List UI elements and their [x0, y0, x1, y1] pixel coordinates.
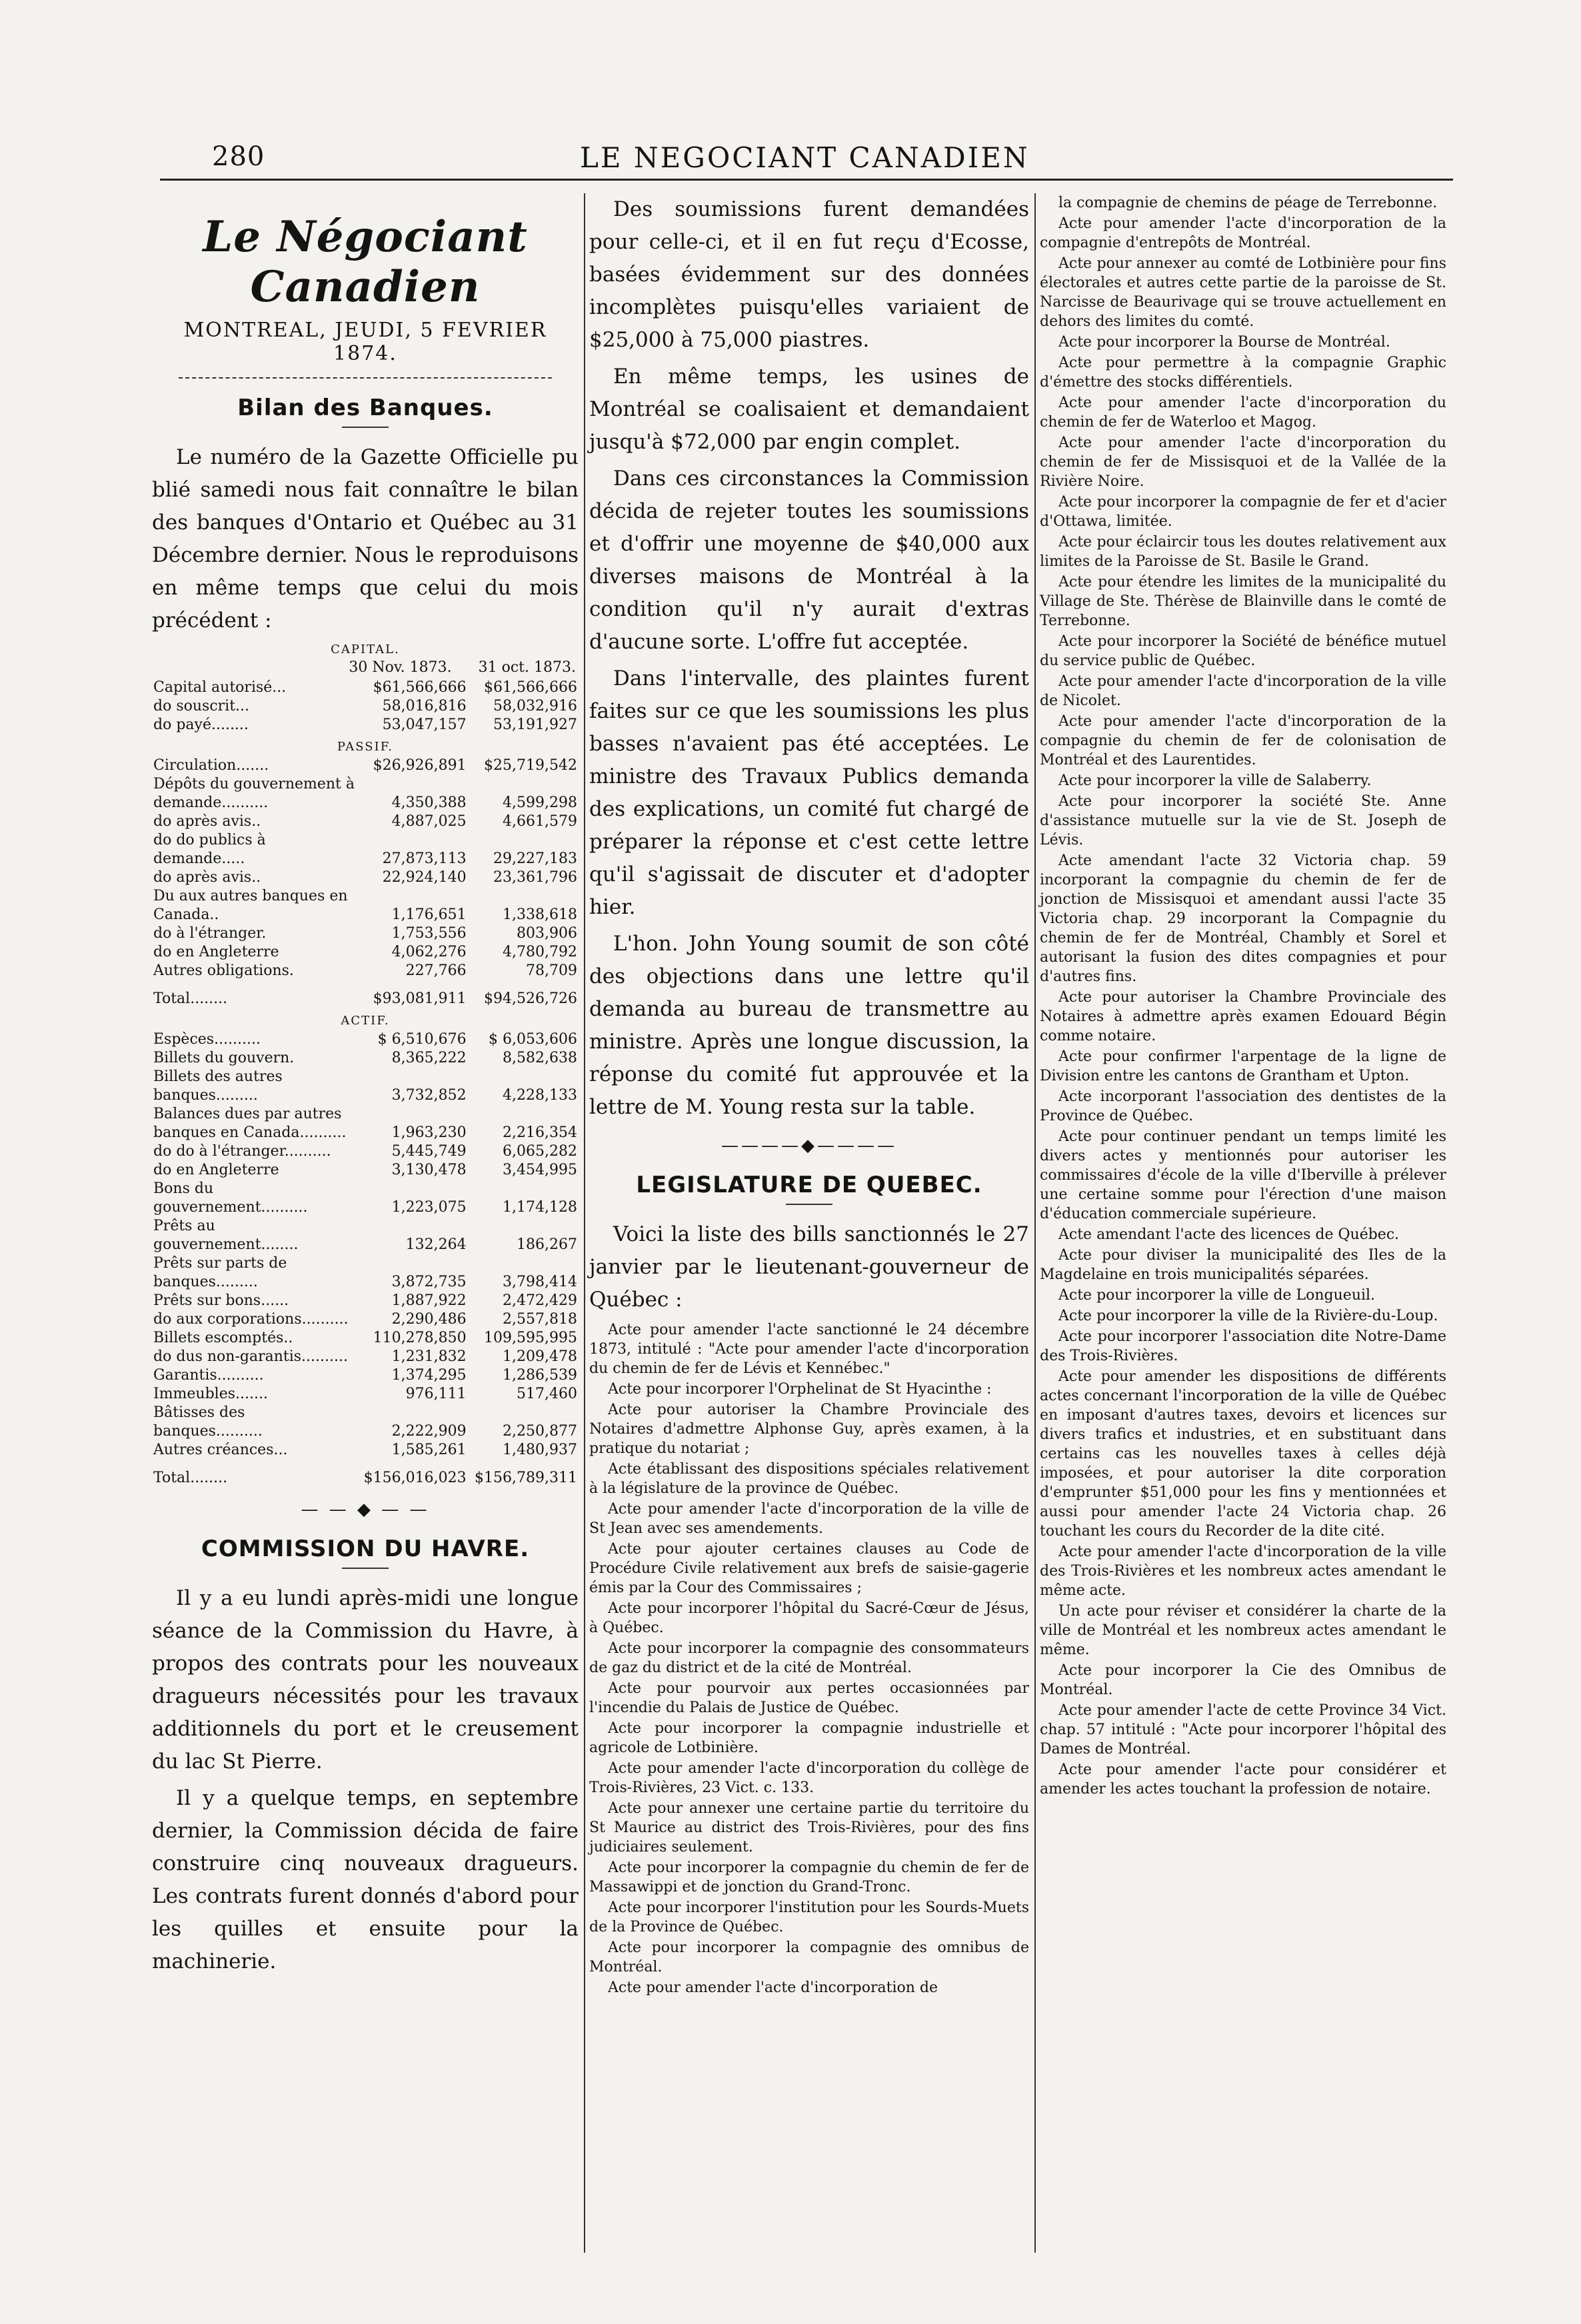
- bill-item: Acte pour amender les dispositions de différents actes concernant l'incorporation de la ville de Québec en imposant d'autres taxes, devoirs et licences sur divers trafics et industries, et en substituant dans certains cas les nouvelles taxes à celles déjà imposées, et pour autoriser la dite corporation d'emprunter $51,000 pour les fins y mentionnées et aussi pour amender l'acte 24 Victoria chap. 26 touchant les cours du Recorder de la dite cité.: [1040, 1368, 1446, 1540]
- row-value: 3,872,735: [391, 1274, 467, 1290]
- row-value: $ 6,053,606: [489, 1031, 577, 1048]
- bill-item: Un acte pour réviser et considérer la charte de la ville de Montréal et les nombreux actes amendant le même.: [1040, 1603, 1446, 1658]
- divider: [342, 427, 389, 428]
- total-row: [152, 1460, 579, 1488]
- bill-item: Acte pour autoriser la Chambre Provinciale des Notaires d'admettre Alphonse Guy, après examen, à la pratique du notariat ;: [589, 1402, 1029, 1457]
- table-row: [152, 1329, 579, 1348]
- bill-item: Acte pour incorporer la Société de bénéfice mutuel du service public de Québec.: [1040, 633, 1446, 669]
- row-value: $61,566,666: [373, 679, 467, 696]
- actif-table: [152, 1030, 579, 1488]
- table-row: [152, 775, 579, 812]
- row-value: 8,365,222: [391, 1050, 467, 1066]
- bill-item: Acte pour incorporer la ville de Longueuil.: [1058, 1287, 1376, 1304]
- capital-heading: CAPITAL.: [331, 642, 400, 656]
- divider: [342, 1568, 389, 1569]
- table-row: [152, 1310, 579, 1329]
- masthead-dateline: MONTREAL, JEUDI, 5 FEVRIER 1874.: [183, 319, 547, 365]
- table-row: [152, 1385, 579, 1404]
- row-value: 27,873,113: [382, 850, 467, 867]
- row-value: 2,216,354: [503, 1124, 577, 1141]
- bill-item: Acte pour amender l'acte d'incorporation de la compagnie du chemin de fer de colonisation de Montréal et des Laurentides.: [1040, 713, 1446, 768]
- page-number: 280: [212, 141, 265, 172]
- row-value: 2,290,486: [391, 1311, 467, 1328]
- row-label: do aux corporations..........: [153, 1311, 349, 1328]
- bill-item: Acte incorporant l'association des dentistes de la Province de Québec.: [1040, 1088, 1446, 1124]
- row-value: 1,176,651: [391, 906, 467, 923]
- column-rule-1: [584, 193, 585, 2253]
- row-label: do do à l'étranger..........: [153, 1143, 331, 1160]
- bill-item: Acte pour autoriser la Chambre Provinciale des Notaires à admettre après examen Edouard Bégin comme notaire.: [1040, 989, 1446, 1044]
- bill-item: Acte pour incorporer l'association dite Notre-Dame des Trois-Rivières.: [1040, 1328, 1446, 1364]
- table-row: [152, 1030, 579, 1049]
- row-label: Du aux autres banques en Canada..: [153, 888, 348, 923]
- table-row: [152, 1404, 579, 1441]
- bill-item: Acte pour incorporer la Bourse de Montréal.: [1058, 334, 1390, 351]
- row-value: 1,209,478: [503, 1348, 577, 1365]
- row-value: $61,566,666: [484, 679, 577, 696]
- actif-heading: ACTIF.: [341, 1014, 390, 1028]
- row-label: do en Angleterre: [153, 944, 279, 960]
- havre-paragraph: Il y a quelque temps, en septembre dernier, la Commission décida de faire construire cinq nouveaux dragueurs. Les contrats furent donnés d'abord pour les quilles et ensuite pour la machinerie.: [152, 1786, 579, 1973]
- table-row: [152, 924, 579, 943]
- bill-item: Acte pour incorporer l'hôpital du Sacré-Cœur de Jésus, à Québec.: [589, 1600, 1029, 1636]
- total-value: $94,526,726: [484, 990, 577, 1007]
- row-value: 1,174,128: [503, 1199, 577, 1216]
- bill-item: Acte pour amender l'acte d'incorporation de la ville de St Jean avec ses amendements.: [589, 1501, 1029, 1537]
- bill-item: Acte pour ajouter certaines clauses au Code de Procédure Civile relativement aux brefs de saisie-gagerie émis par la Cour des Commissaires ;: [589, 1541, 1029, 1596]
- bill-item: Acte pour permettre à la compagnie Graphic d'émettre des stocks différentiels.: [1040, 355, 1446, 391]
- ornament: ————◆————: [721, 1136, 897, 1156]
- row-value: 3,130,478: [391, 1162, 467, 1178]
- column-2: [589, 193, 1029, 1999]
- table-row: [152, 756, 579, 775]
- row-label: do payé........: [153, 716, 249, 733]
- table-row: [152, 1348, 579, 1366]
- table-row: [152, 1366, 579, 1385]
- havre-paragraph: L'hon. John Young soumit de son côté des objections dans une lettre qu'il demanda au bureau de transmettre au ministre. Après une longue discussion, la réponse du comité fut approuvée et la lettre de M. Young resta sur la table.: [589, 932, 1029, 1119]
- row-value: 4,887,025: [391, 813, 467, 830]
- row-value: 2,250,877: [503, 1423, 577, 1440]
- bill-item: Acte pour incorporer la ville de la Rivière-du-Loup.: [1058, 1308, 1438, 1324]
- row-value: 5,445,749: [391, 1143, 467, 1160]
- column-header-oct: 31 oct. 1873.: [478, 659, 576, 676]
- bill-item: Acte pour pourvoir aux pertes occasionnées par l'incendie du Palais de Justice de Québec.: [589, 1680, 1029, 1716]
- bill-item: Acte pour amender l'acte sanctionné le 24 décembre 1873, intitulé : "Acte pour amender l'acte d'incorporation du chemin de fer de Lévis et Kennébec.": [589, 1322, 1029, 1377]
- row-value: 53,191,927: [493, 716, 577, 733]
- row-label: Bâtisses des banques..........: [153, 1404, 263, 1440]
- row-value: 227,766: [405, 962, 467, 979]
- table-row: [152, 1441, 579, 1460]
- row-value: 1,231,832: [391, 1348, 467, 1365]
- row-value: 4,780,792: [503, 944, 577, 960]
- row-label: Prêts sur bons......: [153, 1292, 289, 1309]
- row-value: 29,227,183: [493, 850, 577, 867]
- bill-item: Acte pour amender l'acte d'incorporation de la ville des Trois-Rivières et les nombreux actes amendant le même acte.: [1040, 1544, 1446, 1599]
- table-row: [152, 1217, 579, 1254]
- row-label: Balances dues par autres banques en Canada..........: [153, 1106, 347, 1141]
- havre-paragraph: Dans l'intervalle, des plaintes furent faites sur ce que les soumissions les plus basses n'avaient pas été acceptées. Le ministre des Travaux Publics demanda des explications, un comité fut chargé de préparer la réponse et c'est cette lettre qu'il s'agissait de discuter et d'adopter hier.: [589, 666, 1029, 919]
- bill-item: la compagnie de chemins de péage de Terrebonne.: [1058, 195, 1438, 211]
- row-value: 53,047,157: [382, 716, 467, 733]
- masthead-title: Le Négociant Canadien: [203, 212, 528, 312]
- row-value: 110,278,850: [373, 1330, 467, 1346]
- table-row: [152, 1254, 579, 1292]
- row-value: 1,753,556: [391, 925, 467, 942]
- table-row: [152, 962, 579, 980]
- divider: [179, 377, 552, 379]
- row-value: 2,557,818: [503, 1311, 577, 1328]
- table-row: [152, 697, 579, 716]
- bill-item: Acte pour incorporer la compagnie industrielle et agricole de Lotbinière.: [589, 1720, 1029, 1756]
- bill-item: Acte pour diviser la municipalité des Iles de la Magdelaine en trois municipalités séparées.: [1040, 1247, 1446, 1283]
- column-3: [1040, 193, 1446, 1800]
- ornament: — — ◆ — —: [301, 1500, 430, 1520]
- row-value: $26,926,891: [373, 757, 467, 774]
- bill-item: Acte pour continuer pendant un temps limité les divers actes y mentionnés pour autoriser les commissaires d'école de la ville d'Iberville à prélever une certaine somme pour l'érection d'une maison d'éducation commerciale supérieure.: [1040, 1128, 1446, 1222]
- divider: [786, 1204, 832, 1205]
- row-value: 976,111: [405, 1386, 467, 1402]
- total-value: $156,016,023: [363, 1470, 467, 1486]
- row-value: 2,222,909: [391, 1423, 467, 1440]
- bill-item: Acte amendant l'acte 32 Victoria chap. 59 incorporant la compagnie du chemin de fer de jonction de Missisquoi et amendant aussi l'acte 35 Victoria chap. 29 incorporant la Compagnie du chemin de fer de Montréal, Chambly et Sorel et autorisant la fusion des dites compagnies et pour d'autres fins.: [1040, 852, 1446, 985]
- row-label: do dus non-garantis..........: [153, 1348, 348, 1365]
- row-value: 3,798,414: [503, 1274, 577, 1290]
- bill-item: Acte pour amender l'acte d'incorporation du chemin de fer de Missisquoi et de la Vallée de la Rivière Noire.: [1040, 435, 1446, 490]
- legislature-intro: Voici la liste des bills sanctionnés le 27 janvier par le lieutenant-gouverneur de Québec :: [589, 1222, 1029, 1312]
- total-row: [152, 980, 579, 1008]
- row-value: 8,582,638: [503, 1050, 577, 1066]
- bill-item: Acte établissant des dispositions spéciales relativement à la législature de la province de Québec.: [589, 1461, 1029, 1497]
- row-label: Bons du gouvernement..........: [153, 1180, 308, 1216]
- table-row: [152, 1292, 579, 1310]
- row-label: Garantis..........: [153, 1367, 264, 1384]
- bill-item: Acte pour annexer une certaine partie du territoire du St Maurice au district des Trois-Rivières, pour des fins judiciaires seulement.: [589, 1800, 1029, 1855]
- row-label: Prêts au gouvernement........: [153, 1218, 299, 1253]
- column-header-nov: 30 Nov. 1873.: [349, 659, 452, 676]
- row-label: Circulation.......: [153, 757, 269, 774]
- bill-item: Acte pour incorporer la compagnie du chemin de fer de Massawippi et de jonction du Grand-Tronc.: [589, 1859, 1029, 1895]
- column-1: [152, 193, 579, 1982]
- row-label: Billets du gouvern.: [153, 1050, 295, 1066]
- row-label: Autres créances...: [153, 1442, 288, 1458]
- havre-paragraph: Des soumissions furent demandées pour celle-ci, et il en fut reçu d'Ecosse, basées évidemment sur des données incomplètes puisqu'elles variaient de $25,000 à 75,000 piastres.: [589, 197, 1029, 352]
- bills-list-col2: [589, 1320, 1029, 1997]
- bill-item: Acte pour incorporer la compagnie des omnibus de Montréal.: [589, 1939, 1029, 1975]
- bill-item: Acte pour amender l'acte d'incorporation du chemin de fer de Waterloo et Magog.: [1040, 395, 1446, 431]
- column-headers: [152, 659, 579, 676]
- bill-item: Acte pour incorporer la Cie des Omnibus de Montréal.: [1040, 1662, 1446, 1698]
- row-value: 22,924,140: [382, 869, 467, 886]
- running-head: LE NEGOCIANT CANADIEN: [580, 141, 1030, 174]
- row-label: Espèces..........: [153, 1031, 261, 1048]
- row-value: 3,454,995: [503, 1162, 577, 1178]
- havre-paragraph: En même temps, les usines de Montréal se coalisaient et demandaient jusqu'à $72,000 par engin complet.: [589, 365, 1029, 454]
- table-row: [152, 868, 579, 887]
- bill-item: Acte pour confirmer l'arpentage de la ligne de Division entre les cantons de Grantham et Upton.: [1040, 1048, 1446, 1084]
- row-label: do souscrit...: [153, 698, 250, 714]
- row-label: Immeubles.......: [153, 1386, 268, 1402]
- row-value: 1,887,922: [391, 1292, 467, 1309]
- row-value: 1,338,618: [503, 906, 577, 923]
- row-value: 58,032,916: [493, 698, 577, 714]
- row-value: 109,595,995: [484, 1330, 577, 1346]
- capital-table: [152, 678, 579, 734]
- row-value: 4,661,579: [503, 813, 577, 830]
- table-row: [152, 1161, 579, 1180]
- table-row: [152, 678, 579, 697]
- bilan-intro: Le numéro de la Gazette Officielle pu blié samedi nous fait connaître le bilan des banques d'Ontario et Québec au 31 Décembre dernier. Nous le reproduisons en même temps que celui du mois précédent :: [152, 445, 579, 632]
- bill-item: Acte pour amender l'acte pour considérer et amender les actes touchant la profession de notaire.: [1040, 1761, 1446, 1797]
- bill-item: Acte pour incorporer la compagnie des consommateurs de gaz du district et de la cité de Montréal.: [589, 1640, 1029, 1676]
- row-value: 2,472,429: [503, 1292, 577, 1309]
- bill-item: Acte pour annexer au comté de Lotbinière pour fins électorales et autres cette partie de la paroisse de St. Narcisse de Beaurivage qui se trouve actuellement en dehors des limites du comté.: [1040, 255, 1446, 330]
- table-row: [152, 812, 579, 831]
- row-value: 4,228,133: [503, 1087, 577, 1104]
- row-value: 1,286,539: [503, 1367, 577, 1384]
- row-value: 1,223,075: [391, 1199, 467, 1216]
- row-label: do à l'étranger.: [153, 925, 267, 942]
- bilan-title: Bilan des Banques.: [237, 395, 493, 421]
- row-value: $ 6,510,676: [377, 1031, 467, 1048]
- bill-item: Acte pour incorporer la compagnie de fer et d'acier d'Ottawa, limitée.: [1040, 494, 1446, 530]
- passif-table: [152, 756, 579, 1008]
- bill-item: Acte pour amender l'acte d'incorporation de: [608, 1979, 938, 1996]
- bill-item: Acte pour incorporer l'Orphelinat de St Hyacinthe :: [608, 1381, 992, 1398]
- total-label: Total........: [153, 990, 228, 1007]
- bill-item: Acte pour incorporer l'institution pour les Sourds-Muets de la Province de Québec.: [589, 1899, 1029, 1935]
- row-value: 4,599,298: [503, 794, 577, 811]
- bill-item: Acte pour incorporer la société Ste. Anne d'assistance mutuelle sur la vie de St. Joseph de Lévis.: [1040, 793, 1446, 848]
- row-value: 4,062,276: [391, 944, 467, 960]
- row-value: 23,361,796: [493, 869, 577, 886]
- bill-item: Acte pour amender l'acte d'incorporation du collège de Trois-Rivières, 23 Vict. c. 133.: [589, 1760, 1029, 1796]
- row-label: Billets des autres banques.........: [153, 1068, 283, 1104]
- bills-list-col3: [1040, 193, 1446, 1799]
- table-row: [152, 1180, 579, 1217]
- row-value: 517,460: [517, 1386, 577, 1402]
- bill-item: Acte pour amender l'acte d'incorporation de la ville de Nicolet.: [1040, 673, 1446, 709]
- row-value: 803,906: [517, 925, 577, 942]
- bill-item: Acte pour amender l'acte d'incorporation de la compagnie d'entrepôts de Montréal.: [1040, 215, 1446, 251]
- row-label: do après avis..: [153, 813, 261, 830]
- total-value: $156,789,311: [475, 1470, 577, 1486]
- table-row: [152, 831, 579, 868]
- bill-item: Acte pour amender l'acte de cette Province 34 Vict. chap. 57 intitulé : "Acte pour incorporer l'hôpital des Dames de Montréal.: [1040, 1702, 1446, 1757]
- row-label: do do publics à demande.....: [153, 832, 266, 867]
- table-row: [152, 1105, 579, 1142]
- row-label: do après avis..: [153, 869, 261, 886]
- bill-item: Acte pour étendre les limites de la municipalité du Village de Ste. Thérèse de Blainville dans le comté de Terrebonne.: [1040, 574, 1446, 629]
- row-value: 6,065,282: [503, 1143, 577, 1160]
- row-label: Autres obligations.: [153, 962, 294, 979]
- havre-paragraph: Dans ces circonstances la Commission décida de rejeter toutes les soumissions et d'offrir une moyenne de $40,000 aux diverses maisons de Montréal à la condition qu'il n'y aurait d'extras d'aucune sorte. L'offre fut acceptée.: [589, 467, 1029, 654]
- bill-item: Acte pour éclaircir tous les doutes relativement aux limites de la Paroisse de St. Basile le Grand.: [1040, 534, 1446, 570]
- table-row: [152, 1142, 579, 1161]
- column-rule-2: [1034, 193, 1036, 2253]
- row-label: Billets escomptés..: [153, 1330, 293, 1346]
- row-value: 4,350,388: [391, 794, 467, 811]
- row-value: 58,016,816: [382, 698, 467, 714]
- row-value: 3,732,852: [391, 1087, 467, 1104]
- table-row: [152, 887, 579, 924]
- row-value: 132,264: [405, 1236, 467, 1253]
- legislature-title: LEGISLATURE DE QUEBEC.: [636, 1172, 982, 1198]
- header-rule: [160, 179, 1453, 181]
- row-value: 186,267: [517, 1236, 577, 1253]
- table-row: [152, 716, 579, 734]
- row-label: do en Angleterre: [153, 1162, 279, 1178]
- row-value: 1,374,295: [391, 1367, 467, 1384]
- row-label: Prêts sur parts de banques.........: [153, 1255, 287, 1290]
- row-value: $25,719,542: [484, 757, 577, 774]
- row-value: 1,963,230: [391, 1124, 467, 1141]
- havre-title: COMMISSION DU HAVRE.: [201, 1536, 530, 1562]
- row-value: 78,709: [526, 962, 577, 979]
- havre-paragraph: Il y a eu lundi après-midi une longue séance de la Commission du Havre, à propos des contrats pour les nouveaux dragueurs nécessités pour les travaux additionnels du port et le creusement du lac St Pierre.: [152, 1586, 579, 1773]
- total-label: Total........: [153, 1470, 228, 1486]
- bill-item: Acte amendant l'acte des licences de Québec.: [1058, 1226, 1400, 1243]
- total-value: $93,081,911: [373, 990, 467, 1007]
- table-row: [152, 1049, 579, 1068]
- row-value: 1,585,261: [391, 1442, 467, 1458]
- row-label: Dépôts du gouvernement à demande..........: [153, 776, 355, 811]
- table-row: [152, 943, 579, 962]
- passif-heading: PASSIF.: [337, 740, 394, 754]
- row-label: Capital autorisé...: [153, 679, 287, 696]
- table-row: [152, 1068, 579, 1105]
- row-value: 1,480,937: [503, 1442, 577, 1458]
- bill-item: Acte pour incorporer la ville de Salaberry.: [1058, 772, 1372, 789]
